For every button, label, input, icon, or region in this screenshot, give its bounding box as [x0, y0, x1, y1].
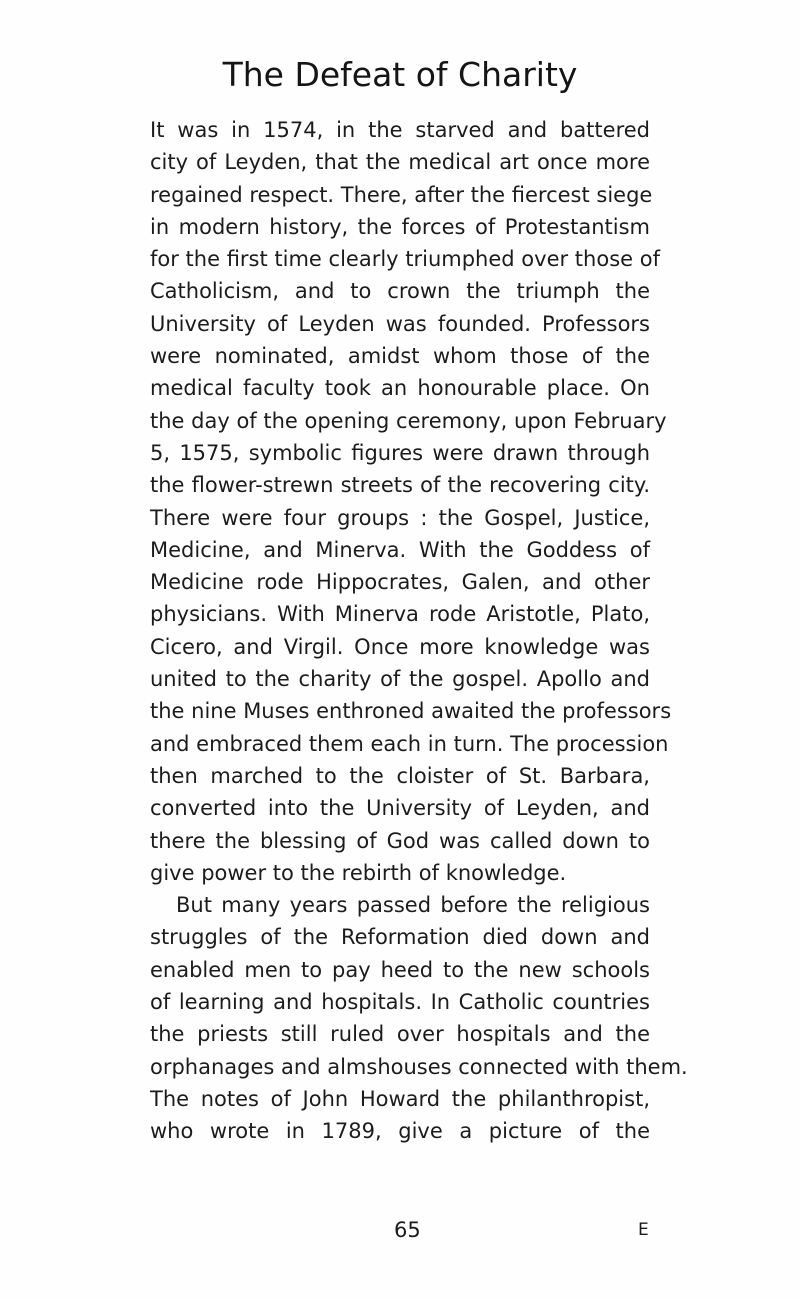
body-text [150, 114, 688, 1148]
text-line: Medicine rode Hippocrates, Galen, and other [150, 570, 650, 595]
text-line: united to the charity of the gospel. Apollo and [150, 667, 650, 692]
paragraph-1 [150, 114, 672, 889]
running-head: The Defeat of Charity [222, 55, 578, 94]
page-footer [0, 1213, 800, 1247]
text-line: give power to the rebirth of knowledge. [150, 860, 567, 885]
text-line: Catholicism, and to crown the triumph the [150, 279, 650, 304]
text-line: in modern history, the forces of Protestantism [150, 214, 650, 239]
text-line: struggles of the Reformation died down and [150, 925, 650, 950]
text-line: then marched to the cloister of St. Barbara, [150, 763, 650, 788]
text-line: There were four groups : the Gospel, Justice, [150, 505, 650, 530]
text-line: physicians. With Minerva rode Aristotle, Plato, [150, 602, 650, 627]
text-line: orphanages and almshouses connected with them. [150, 1054, 688, 1079]
text-line: of learning and hospitals. In Catholic countries [150, 990, 650, 1015]
text-line: the priests still ruled over hospitals and the [150, 1022, 650, 1047]
text-line: 5, 1575, symbolic figures were drawn through [150, 440, 650, 465]
text-line: Medicine, and Minerva. With the Goddess of [150, 537, 650, 562]
text-line: Cicero, and Virgil. Once more knowledge was [150, 634, 650, 659]
text-line: enabled men to pay heed to the new schools [150, 957, 650, 982]
text-line: medical faculty took an honourable place. On [150, 376, 650, 401]
text-line: there the blessing of God was called down to [150, 828, 650, 853]
text-line: the day of the opening ceremony, upon February [150, 408, 667, 433]
text-line: The notes of John Howard the philanthropist, [150, 1086, 650, 1111]
text-line: who wrote in 1789, give a picture of the [150, 1119, 650, 1144]
text-line: regained respect. There, after the fiercest siege [150, 182, 653, 207]
text-line: city of Leyden, that the medical art once more [150, 150, 650, 175]
paragraph-2 [150, 889, 688, 1147]
text-line: It was in 1574, in the starved and battered [150, 118, 650, 142]
text-line: the nine Muses enthroned awaited the professors [150, 699, 672, 724]
text-line: and embraced them each in turn. The procession [150, 731, 669, 756]
page-number: 65 [394, 1218, 421, 1242]
signature-mark: E [638, 1220, 649, 1240]
text-line: the flower-strewn streets of the recovering city. [150, 473, 650, 498]
text-line: were nominated, amidst whom those of the [150, 344, 650, 369]
text-line: University of Leyden was founded. Professors [150, 311, 650, 336]
text-line: converted into the University of Leyden, and [150, 796, 650, 821]
text-line: But many years passed before the religious [176, 893, 650, 918]
text-line: for the first time clearly triumphed over those of [150, 247, 660, 272]
